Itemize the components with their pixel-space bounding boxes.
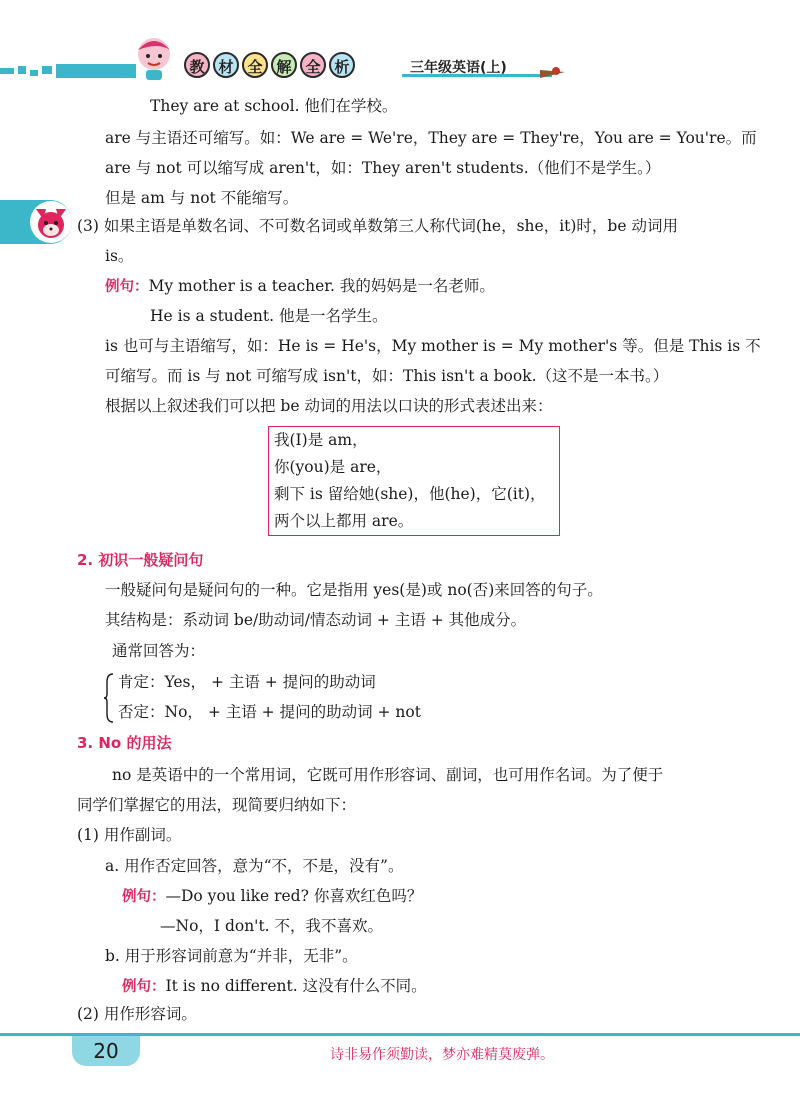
page-number: 20 [93, 1039, 119, 1063]
example-text: It is no different. 这没有什么不同。 [165, 977, 427, 995]
example-line [105, 276, 495, 297]
text-line: 一般疑问句是疑问句的一种。它是指用 yes(是)或 no(否)来回答的句子。 [105, 581, 603, 599]
rhyme-line: 你(you)是 are， [274, 458, 392, 476]
text-line: b. 用于形容词前意为“并非，无非”。 [105, 947, 358, 965]
title-char-1: 教 [184, 52, 210, 78]
text-line: 根据以上叙述我们可以把 be 动词的用法以口诀的形式表述出来： [105, 397, 553, 415]
text-line: 通常回答为： [112, 642, 206, 660]
text-line: no 是英语中的一个常用词，它既可用作形容词、副词，也可用作名词。为了便于 [112, 766, 664, 784]
text-line: is 也可与主语缩写，如：He is = He's，My mother is = My mother's 等。但是 This is 不 [105, 337, 761, 355]
text-line: (3) 如果主语是单数名词、不可数名词或单数第三人称代词(he，she，it)时，be 动词用 [77, 217, 678, 235]
text-line: are 与主语还可缩写。如：We are = We're，They are = They're，You are = You're。而 [105, 129, 757, 147]
mascot-girl-icon [128, 32, 180, 82]
example-line [122, 976, 427, 997]
title-char-2: 材 [213, 52, 239, 78]
rhyme-line: 两个以上都用 are。 [274, 512, 414, 530]
header-subtitle: 三年级英语(上) [410, 60, 507, 76]
text-line: 但是 am 与 not 不能缩写。 [105, 189, 299, 207]
title-char-6: 析 [329, 52, 355, 78]
title-char-4: 解 [271, 52, 297, 78]
fox-mascot-icon [28, 199, 74, 245]
text-line: a. 用作否定回答，意为“不，不是，没有”。 [105, 857, 404, 875]
example-label: 例句： [105, 279, 149, 295]
text-line: are 与 not 可以缩写成 aren't，如：They aren't students.（他们不是学生。） [105, 159, 661, 177]
example-text: —Do you like red? 你喜欢红色吗？ [165, 887, 423, 905]
rhyme-line: 剩下 is 留给她(she)，他(he)，它(it)， [274, 485, 546, 503]
footer-motto: 诗非易作须勤读，梦亦难精莫废弹。 [330, 1047, 554, 1063]
answer-brace-icon [103, 672, 115, 724]
text-line: is。 [105, 247, 134, 265]
text-line: He is a student. 他是一名学生。 [150, 307, 388, 325]
text-line: (1) 用作副词。 [77, 826, 182, 844]
text-line: 肯定：Yes， + 主语 + 提问的助动词 [118, 673, 376, 691]
text-line: 其结构是：系动词 be/助动词/情态动词 + 主语 + 其他成分。 [105, 611, 527, 629]
section-heading-2: 2. 初识一般疑问句 [77, 551, 204, 569]
example-label: 例句： [122, 979, 166, 995]
header-decoration [0, 58, 800, 84]
header-title [184, 52, 358, 78]
text-line: 可缩写。而 is 与 not 可缩写成 isn't，如：This isn't a book.（这不是一本书。） [105, 367, 669, 385]
header-band [0, 58, 800, 84]
example-text: My mother is a teacher. 我的妈妈是一名老师。 [148, 277, 495, 295]
example-line [122, 886, 422, 907]
title-char-5: 全 [300, 52, 326, 78]
text-line: 否定：No， + 主语 + 提问的助动词 + not [118, 703, 421, 721]
section-heading-3: 3. No 的用法 [77, 734, 172, 752]
example-label: 例句： [122, 889, 166, 905]
text-line: 同学们掌握它的用法，现简要归纳如下： [77, 796, 357, 814]
text-line: (2) 用作形容词。 [77, 1005, 197, 1023]
text-line: —No，I don't. 不，我不喜欢。 [160, 917, 384, 935]
rhyme-line: 我(I)是 am， [274, 431, 368, 449]
text-line: They are at school. 他们在学校。 [150, 97, 398, 115]
title-char-3: 全 [242, 52, 268, 78]
